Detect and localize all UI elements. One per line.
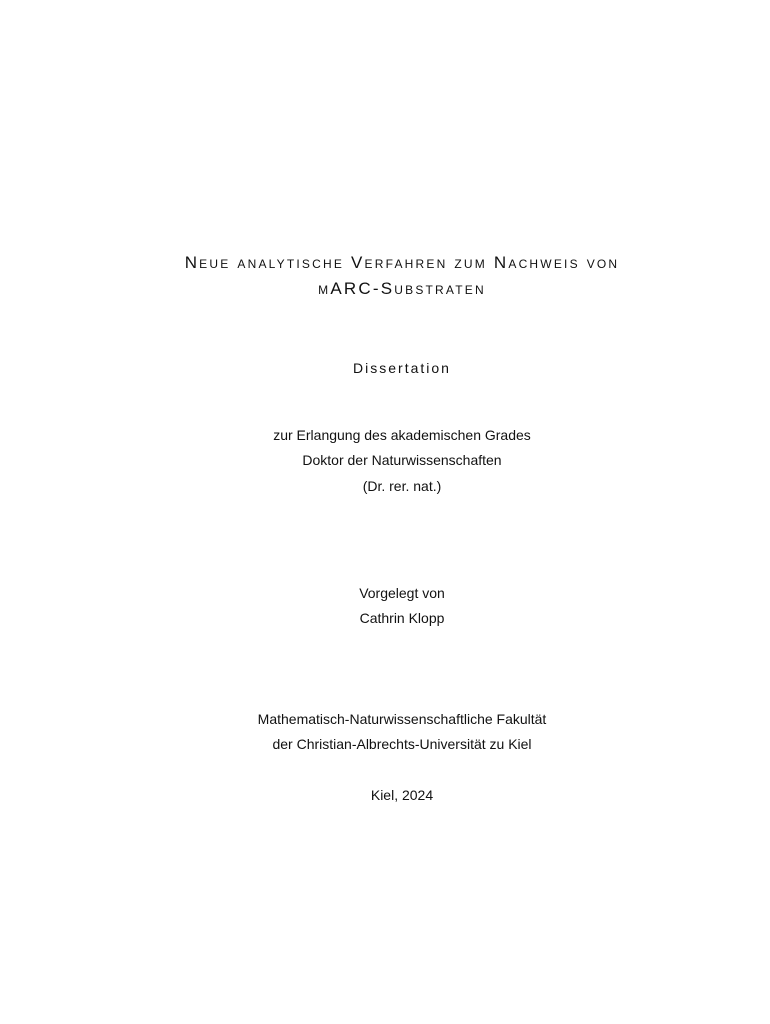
degree-purpose: zur Erlangung des akademischen Grades bbox=[273, 427, 531, 443]
thesis-title-line-1: Neue analytische Verfahren zum Nachweis von bbox=[184, 253, 620, 272]
degree-name: Doktor der Naturwissenschaften bbox=[302, 452, 502, 468]
author-name: Cathrin Klopp bbox=[359, 610, 445, 626]
faculty-name: Mathematisch-Naturwissenschaftliche Fakultät bbox=[257, 711, 547, 727]
submitted-by-label: Vorgelegt von bbox=[359, 585, 445, 601]
document-type: Dissertation bbox=[353, 360, 451, 376]
thesis-title-line-2: mARC-Substraten bbox=[318, 279, 486, 298]
university-name: der Christian-Albrechts-Universität zu Kiel bbox=[272, 736, 532, 752]
degree-abbreviation: (Dr. rer. nat.) bbox=[362, 478, 442, 494]
place-and-year: Kiel, 2024 bbox=[370, 787, 434, 803]
